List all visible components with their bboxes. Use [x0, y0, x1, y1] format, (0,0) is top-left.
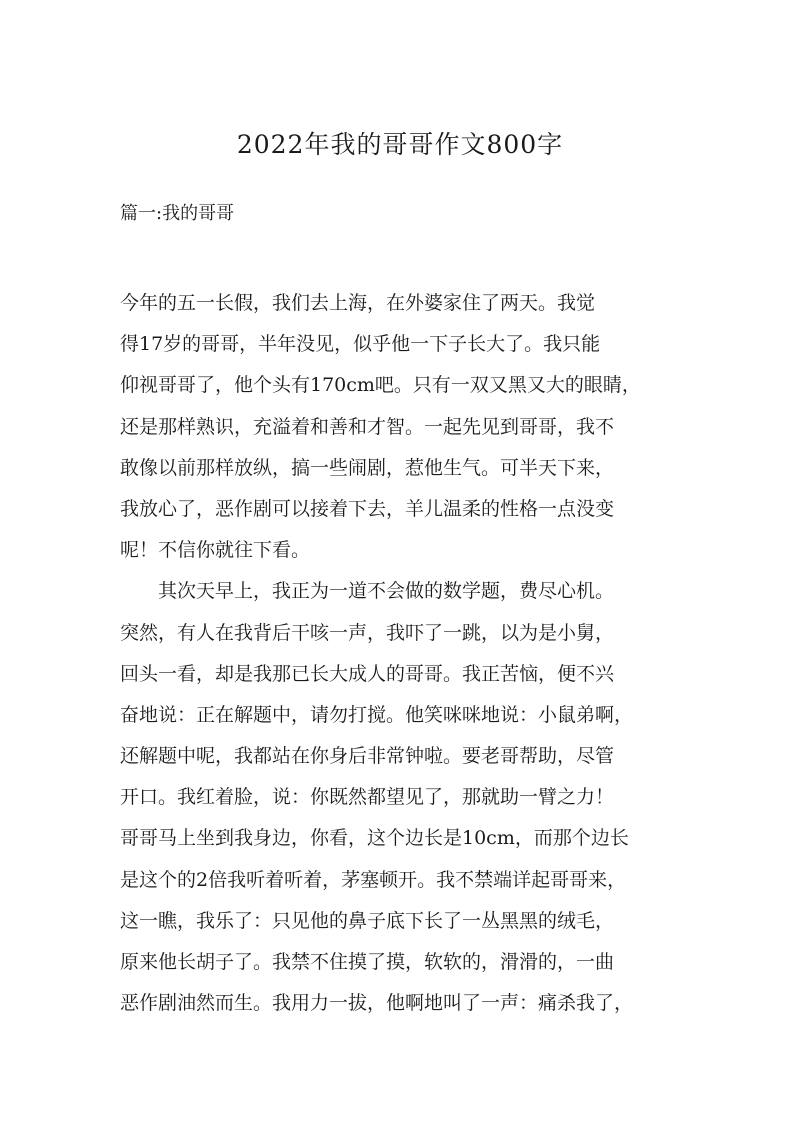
text-line: 我放心了，恶作剧可以接着下去，羊儿温柔的性格一点没变 — [120, 497, 615, 520]
section-heading: 篇一:我的哥哥 — [120, 203, 235, 224]
text-line: 是这个的2倍我听着听着，茅塞顿开。我不禁端详起哥哥来， — [120, 868, 627, 891]
text-line: 原来他长胡子了。我禁不住摸了摸，软软的，滑滑的，一曲 — [120, 951, 615, 973]
body-text — [120, 283, 688, 1024]
text-line: 回头一看，却是我那已长大成人的哥哥。我正苦恼，便不兴 — [120, 662, 615, 685]
text-line: 仰视哥哥了，他个头有170cm吧。只有一双又黑又大的眼睛， — [120, 374, 641, 397]
text-line: 其次天早上，我正为一道不会做的数学题，费尽心机。 — [120, 580, 615, 603]
text-line: 敢像以前那样放纵，搞一些闹剧，惹他生气。可半天下来， — [120, 456, 615, 479]
text-line: 还是那样熟识，充溢着和善和才智。一起先见到哥哥，我不 — [120, 415, 615, 438]
text-line: 奋地说：正在解题中，请勿打搅。他笑咪咪地说：小鼠弟啊， — [120, 703, 634, 726]
text-line: 恶作剧油然而生。我用力一拔，他啊地叫了一声：痛杀我了， — [120, 992, 634, 1015]
text-line: 这一瞧，我乐了：只见他的鼻子底下长了一丛黑黑的绒毛， — [120, 909, 615, 932]
text-line: 呢！不信你就往下看。 — [120, 539, 311, 562]
document-title: 2022年我的哥哥作文800字 — [236, 130, 564, 159]
text-line: 得17岁的哥哥，半年没见，似乎他一下子长大了。我只能 — [120, 333, 601, 356]
text-line: 还解题中呢，我都站在你身后非常钟啦。要老哥帮助，尽管 — [120, 745, 615, 768]
text-line: 哥哥马上坐到我身边，你看，这个边长是10cm，而那个边长 — [120, 827, 629, 850]
text-line: 开口。我红着脸，说：你既然都望见了，那就助一臂之力！ — [120, 786, 615, 809]
text-line: 今年的五一长假，我们去上海，在外婆家住了两天。我觉 — [120, 292, 596, 314]
text-line: 突然，有人在我背后干咳一声，我吓了一跳，以为是小舅， — [120, 621, 615, 644]
